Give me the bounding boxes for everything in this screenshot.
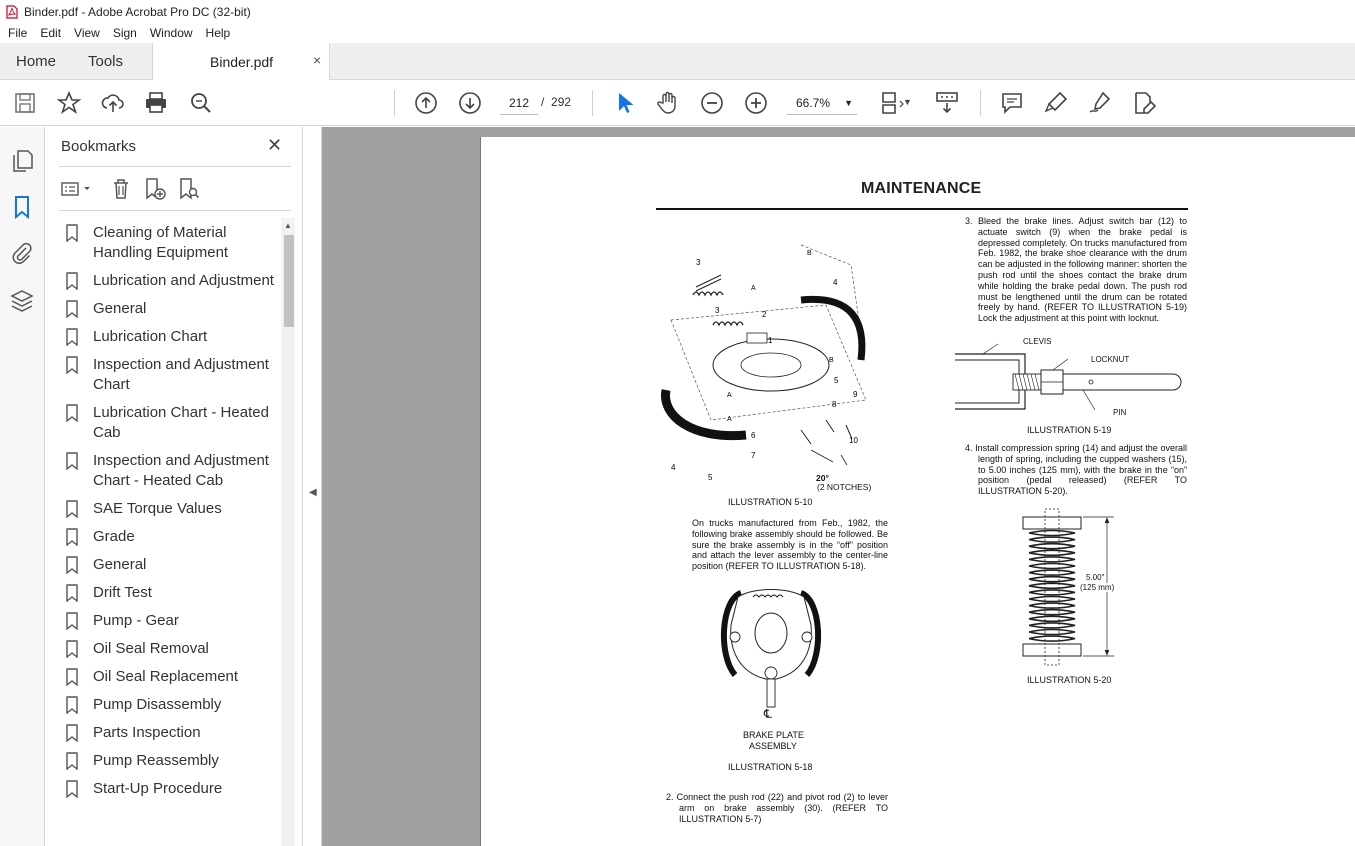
callout: A xyxy=(727,416,732,423)
bookmark-list xyxy=(59,219,281,846)
close-icon[interactable]: ✕ xyxy=(267,135,283,155)
clevis-label: CLEVIS xyxy=(1023,337,1052,346)
menu-help[interactable]: Help xyxy=(205,26,231,40)
document-viewer[interactable] xyxy=(322,127,1355,846)
search-icon[interactable] xyxy=(188,90,214,116)
bookmarks-scrollbar[interactable] xyxy=(281,218,295,846)
comment-icon[interactable] xyxy=(999,90,1025,116)
spring-coil xyxy=(1029,603,1075,608)
pin-label: PIN xyxy=(1113,408,1127,417)
bookmark-label: Inspection and Adjustment Chart - Heated Cab xyxy=(93,452,269,489)
bookmark-label: Grade xyxy=(93,528,135,545)
bookmark-item[interactable] xyxy=(59,551,281,579)
callout: 4 xyxy=(833,278,838,287)
spring-length-mm: (125 mm) xyxy=(1080,583,1115,592)
caption-5-19: ILLUSTRATION 5-19 xyxy=(1027,425,1112,435)
bookmark-item[interactable] xyxy=(59,719,281,747)
callout: 8 xyxy=(832,400,837,409)
bookmark-icon xyxy=(65,780,79,798)
spring-length-in: 5.00" xyxy=(1086,573,1105,582)
bookmark-label: Pump Disassembly xyxy=(93,696,222,713)
bookmark-item[interactable] xyxy=(59,663,281,691)
callout: 1 xyxy=(768,336,773,345)
bookmark-icon xyxy=(65,668,79,686)
bookmark-item[interactable] xyxy=(59,691,281,719)
new-bookmark-icon[interactable] xyxy=(143,177,167,201)
callout: B xyxy=(807,250,812,257)
title-bar xyxy=(0,0,1355,23)
spring-coil xyxy=(1029,550,1075,555)
tab-close-icon[interactable]: × xyxy=(313,52,322,68)
bookmark-icon xyxy=(65,300,79,318)
caption-5-18: ILLUSTRATION 5-18 xyxy=(728,762,813,772)
menu-view[interactable]: View xyxy=(74,26,100,40)
spring-coils xyxy=(1029,531,1075,642)
bookmark-label: Pump Reassembly xyxy=(93,752,219,769)
bookmark-label: Oil Seal Replacement xyxy=(93,668,239,685)
toolbar-separator xyxy=(394,90,395,116)
scroll-mode-icon[interactable] xyxy=(934,90,960,116)
menu-edit[interactable]: Edit xyxy=(40,26,62,40)
spring-coil xyxy=(1029,564,1075,569)
tab-bar xyxy=(0,43,1355,80)
bookmark-icon xyxy=(65,584,79,602)
page-up-icon[interactable] xyxy=(413,90,439,116)
bookmark-label: Parts Inspection xyxy=(93,724,201,741)
callout: 7 xyxy=(751,451,756,460)
bookmark-label: Start-Up Procedure xyxy=(93,780,223,797)
spring-coil xyxy=(1029,570,1075,575)
caption-5-20: ILLUSTRATION 5-20 xyxy=(1027,675,1112,685)
bookmark-item[interactable] xyxy=(59,747,281,775)
spring-coil xyxy=(1029,616,1075,621)
delete-icon[interactable] xyxy=(109,177,133,201)
window-title: Binder.pdf - Adobe Acrobat Pro DC (32-bit) xyxy=(24,4,251,19)
bookmark-label: General xyxy=(93,300,147,317)
callout: 3 xyxy=(715,306,720,315)
locknut-label: LOCKNUT xyxy=(1091,355,1130,364)
tab-tools[interactable]: Tools xyxy=(88,53,124,70)
callout: 9 xyxy=(853,390,858,399)
bookmark-label: Lubrication and Adjustment xyxy=(93,272,274,289)
page-count: / 292 xyxy=(541,95,572,109)
star-icon[interactable] xyxy=(56,90,82,116)
spring-coil xyxy=(1029,630,1075,635)
bookmark-item[interactable] xyxy=(59,495,281,523)
bookmark-icon xyxy=(65,452,79,470)
brake-exploded-illustration xyxy=(651,225,891,495)
toolbar-separator xyxy=(592,90,593,116)
divider xyxy=(59,210,291,211)
bookmark-icon xyxy=(65,224,79,242)
save-icon[interactable] xyxy=(12,90,38,116)
menu-window[interactable]: Window xyxy=(149,26,193,40)
zoom-value: 66.7% xyxy=(796,96,831,110)
callout: A xyxy=(751,285,756,292)
page-down-icon[interactable] xyxy=(457,90,483,116)
fit-dropdown-icon[interactable]: ▼ xyxy=(903,97,912,107)
callout: 10 xyxy=(849,436,858,445)
bookmark-label: Lubrication Chart xyxy=(93,328,208,345)
spring-coil xyxy=(1029,610,1075,615)
callout: 4 xyxy=(671,463,676,472)
bookmark-icon xyxy=(65,752,79,770)
bookmark-panel-icon[interactable] xyxy=(10,195,34,219)
spring-coil xyxy=(1029,597,1075,602)
bookmark-icon xyxy=(65,528,79,546)
spring-coil xyxy=(1029,636,1075,641)
bookmark-label: Cleaning of Material Handling Equipment xyxy=(93,224,229,261)
page-heading: MAINTENANCE xyxy=(861,180,982,197)
bookmark-label: Pump - Gear xyxy=(93,612,179,629)
toolbar-separator xyxy=(980,90,981,116)
acrobat-icon xyxy=(6,5,18,19)
callout: 6 xyxy=(751,431,756,440)
bookmark-icon xyxy=(65,404,79,422)
spring-coil xyxy=(1029,583,1075,588)
tab-home[interactable]: Home xyxy=(16,53,57,70)
sign-icon[interactable] xyxy=(1087,90,1113,116)
scroll-thumb[interactable] xyxy=(284,235,294,327)
menu-sign[interactable]: Sign xyxy=(112,26,137,40)
bookmark-icon xyxy=(65,696,79,714)
spring-coil xyxy=(1029,557,1075,562)
bookmark-item[interactable] xyxy=(59,607,281,635)
find-bookmark-icon[interactable] xyxy=(177,177,201,201)
callout: A xyxy=(727,392,732,399)
bookmark-item[interactable] xyxy=(59,267,281,295)
callout: 5 xyxy=(708,473,713,482)
toolbar xyxy=(0,80,1355,126)
pdf-page xyxy=(480,137,1355,846)
zoom-out-icon[interactable] xyxy=(699,90,725,116)
bookmark-icon xyxy=(65,724,79,742)
page-number-input[interactable]: 212 xyxy=(500,91,538,115)
notch-label: (2 NOTCHES) xyxy=(817,482,872,492)
menu-bar xyxy=(0,23,1355,43)
clevis-illustration xyxy=(953,334,1183,424)
callout: B xyxy=(829,357,834,364)
left-rail xyxy=(0,127,45,846)
menu-file[interactable]: File xyxy=(8,26,28,40)
bookmark-icon xyxy=(65,500,79,518)
callout: 5 xyxy=(834,376,839,385)
centerline-symbol: ℄ xyxy=(764,707,772,721)
bookmark-label: SAE Torque Values xyxy=(93,500,222,517)
bookmark-item[interactable] xyxy=(59,351,281,399)
bookmark-item[interactable] xyxy=(59,447,281,495)
layers-icon[interactable] xyxy=(10,289,34,313)
bookmark-label: Drift Test xyxy=(93,584,152,601)
bookmark-icon xyxy=(65,328,79,346)
bookmark-icon xyxy=(65,612,79,630)
bookmark-item[interactable] xyxy=(59,219,281,267)
bookmark-label: Oil Seal Removal xyxy=(93,640,209,657)
select-arrow-icon[interactable] xyxy=(611,90,637,116)
bookmark-label: General xyxy=(93,556,147,573)
bookmark-item[interactable] xyxy=(59,295,281,323)
step-3-text: 3. Bleed the brake lines. Adjust switch bar (12) to actuate switch (9) when the brake pedal is depressed completely. On trucks manufactured from Feb. 1982, the brake shoe clearance with the drum can be adjusted in the following manner: shorten the push rod until the shoes contact the brake drum while holding the brake pedal down. The push rod must be lengthened until the drum can be rotated freely by hand. (REFER TO ILLUSTRATION 5-19) Lock the adjustment at this point with locknut. xyxy=(965,216,1187,324)
assembly-label: ASSEMBLY xyxy=(749,741,797,751)
spring-coil xyxy=(1029,531,1075,536)
caption-5-10: ILLUSTRATION 5-10 xyxy=(728,497,813,507)
step-4-text: 4. Install compression spring (14) and adjust the overall length of spring, including the cupped washers (15), to 5.00 inches (125 mm), with the brake in the “on” position (pedal released) (REFER TO ILLUSTRATION 5-20). xyxy=(965,443,1187,497)
collapse-left-icon[interactable]: ◀ xyxy=(309,487,317,498)
divider xyxy=(59,166,291,167)
bookmark-icon xyxy=(65,272,79,290)
print-icon[interactable] xyxy=(143,90,169,116)
bookmark-item[interactable] xyxy=(59,775,281,803)
highlight-icon[interactable] xyxy=(1043,90,1069,116)
brake-plate-illustration xyxy=(713,585,829,710)
chevron-down-icon: ▼ xyxy=(844,98,853,108)
notch-degrees: 20° xyxy=(816,473,829,483)
hand-icon[interactable] xyxy=(655,90,681,116)
callout: 2 xyxy=(762,310,767,319)
spring-coil xyxy=(1029,590,1075,595)
spring-coil xyxy=(1029,544,1075,549)
heading-rule xyxy=(656,208,1188,210)
zoom-in-icon[interactable] xyxy=(743,90,769,116)
bookmark-item[interactable] xyxy=(59,635,281,663)
panel-title: Bookmarks xyxy=(61,138,137,155)
bookmark-label: Lubrication Chart - Heated Cab xyxy=(93,404,269,441)
callout: 3 xyxy=(696,258,701,267)
bookmark-item[interactable] xyxy=(59,579,281,607)
pages-icon[interactable] xyxy=(10,149,34,173)
bookmark-item[interactable] xyxy=(59,399,281,447)
bookmark-icon xyxy=(65,356,79,374)
options-menu-icon[interactable] xyxy=(59,177,95,201)
bookmark-label: Inspection and Adjustment Chart xyxy=(93,356,269,393)
spring-coil xyxy=(1029,577,1075,582)
bookmark-item[interactable] xyxy=(59,523,281,551)
upload-icon[interactable] xyxy=(100,90,126,116)
tab-document-label: Binder.pdf xyxy=(210,54,274,70)
scroll-up-icon[interactable]: ▲ xyxy=(284,221,292,230)
feb-note-text: On trucks manufactured from Feb., 1982, the following brake assembly should be followed. Be sure the brake assembly is in the “off” position and attach the lever assembly to the center-line position (REFER TO ILLUSTRATION 5-18). xyxy=(692,518,888,572)
tab-document[interactable] xyxy=(152,43,330,80)
bookmark-icon xyxy=(65,640,79,658)
collapse-panel-strip[interactable] xyxy=(303,127,322,846)
edit-icon[interactable] xyxy=(1131,90,1157,116)
bookmark-item[interactable] xyxy=(59,323,281,351)
brake-plate-label: BRAKE PLATE xyxy=(743,730,804,740)
bookmarks-panel xyxy=(45,127,303,846)
step-2-text: 2. Connect the push rod (22) and pivot rod (2) to lever arm on brake assembly (30). (REFER TO ILLUSTRATION 5-7) xyxy=(666,792,888,824)
zoom-select[interactable] xyxy=(787,91,857,115)
spring-coil xyxy=(1029,623,1075,628)
bookmark-icon xyxy=(65,556,79,574)
spring-coil xyxy=(1029,537,1075,542)
fit-page-icon[interactable] xyxy=(879,90,905,116)
attachment-icon[interactable] xyxy=(10,241,34,265)
